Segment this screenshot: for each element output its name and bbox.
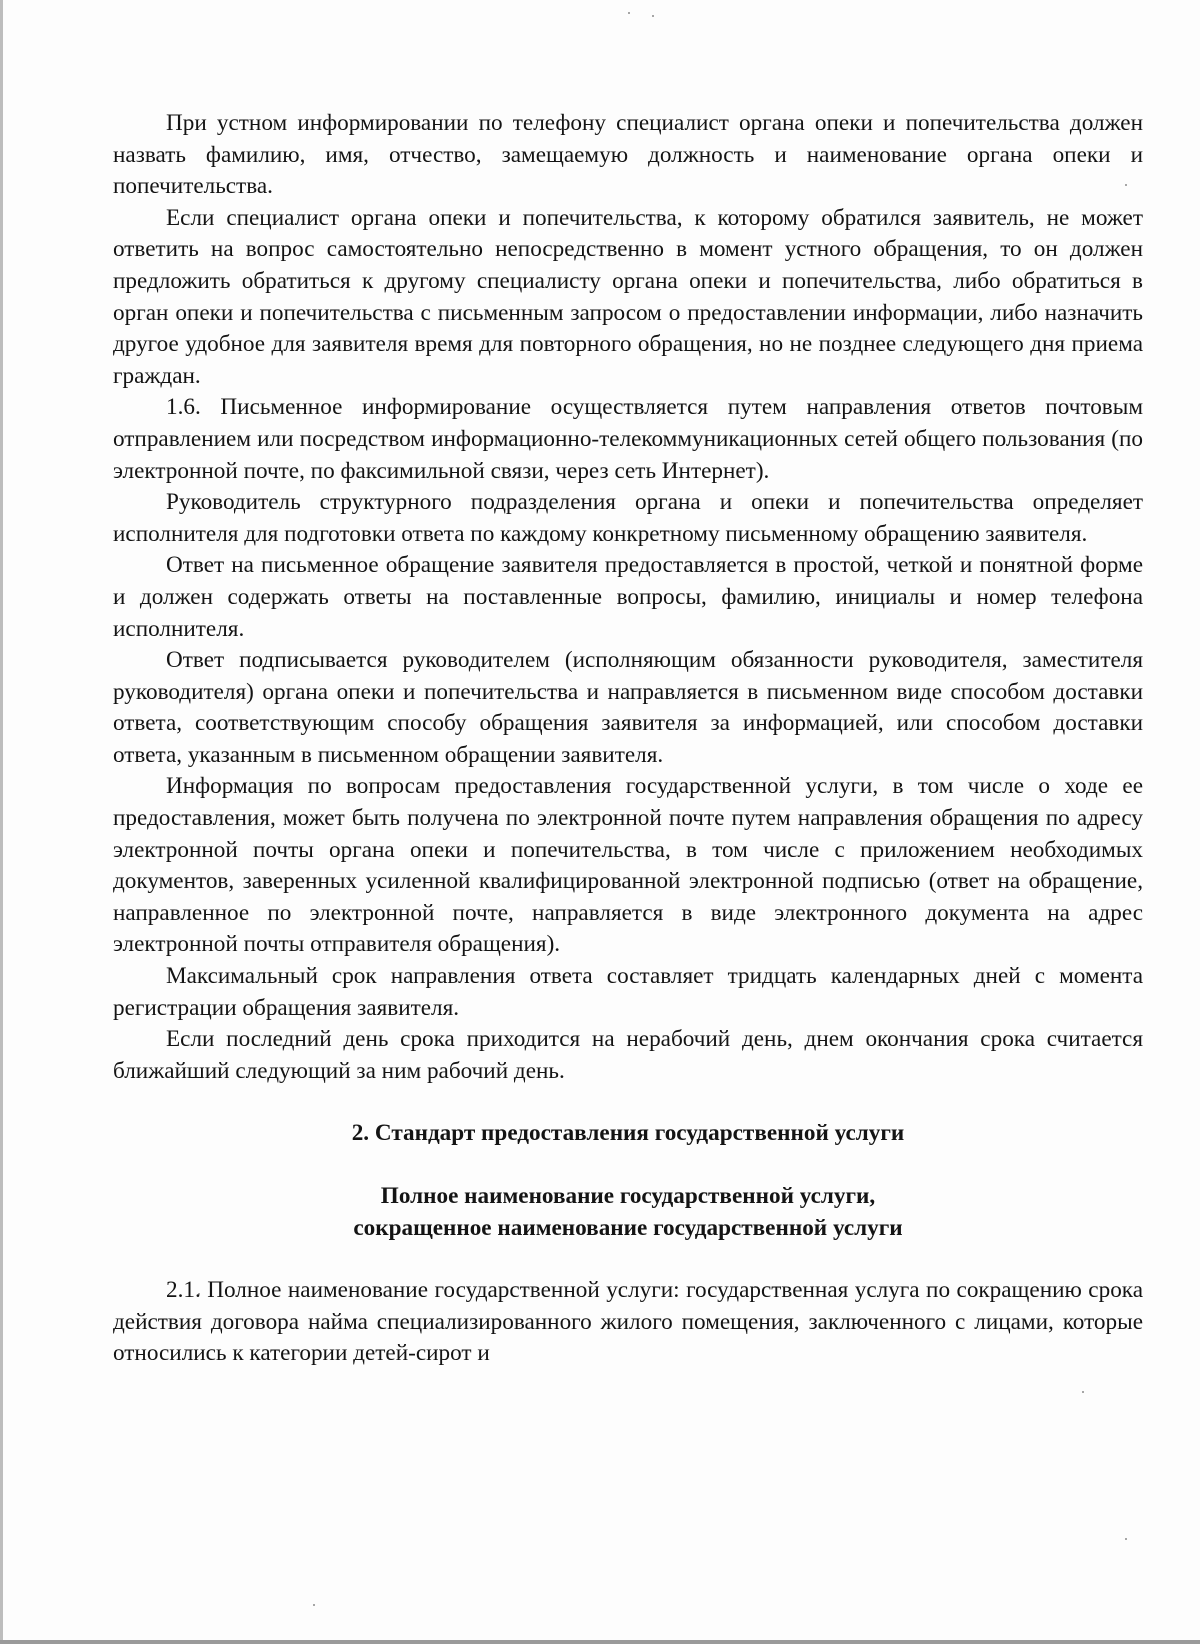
- paragraph-answer-form: Ответ на письменное обращение заявителя предоставляется в простой, четкой и понятной форме и должен содержать ответы на поставленные вопросы, фамилию, инициалы и номер телефона исполнителя.: [113, 552, 1143, 642]
- subsection-title: [113, 1181, 1143, 1244]
- scan-left-edge: [0, 0, 3, 1644]
- paragraph-2-1-full-name: 2.1. Полное наименование государственной услуги: государственная услуга по сокращению срока действия договора найма специализированного жилого помещения, заключенного с лицами, которые относились к категории детей-сирот и: [113, 1277, 1143, 1367]
- paragraph-last-day-rule: Если последний день срока приходится на нерабочий день, днем окончания срока считается ближайший следующий за ним рабочий день.: [113, 1026, 1143, 1084]
- scan-speck: [628, 12, 630, 14]
- paragraph-max-term: Максимальный срок направления ответа составляет тридцать календарных дней с момента регистрации обращения заявителя.: [113, 963, 1143, 1021]
- section-2-title: 2. Стандарт предоставления государственной услуги: [351, 1120, 905, 1147]
- paragraph-1-6-written-info: 1.6. Письменное информирование осуществляется путем направления ответов почтовым отправлением или посредством информационно-телекоммуникационных сетей общего пользования (по электронной почте, по факсимильной связи, через сеть Интернет).: [113, 394, 1143, 484]
- paragraph-answer-signed: Ответ подписывается руководителем (исполняющим обязанности руководителя, заместителя руководителя) органа опеки и попечительства и направляется в письменном виде способом доставки ответа, соответствующим способу обращения заявителя за информацией, или способом доставки ответа, указанным в письменном обращении заявителя.: [113, 647, 1143, 768]
- scan-speck: [1125, 1538, 1127, 1540]
- subsection-title-line-2: сокращенное наименование государственной услуги: [353, 1214, 903, 1241]
- scan-bottom-edge: [0, 1640, 1200, 1644]
- document-body: [113, 108, 1143, 1370]
- paragraph-specialist-cannot-answer: Если специалист органа опеки и попечительства, к которому обратился заявитель, не может ответить на вопрос самостоятельно непосредственно в момент устного обращения, то он должен предложить обратиться к другому специалисту органа опеки и попечительства, либо обратиться в орган опеки и попечительства с письменным запросом о предоставлении информации, либо назначить другое удобное для заявителя время для повторного обращения, но не позднее следующего дня приема граждан.: [113, 204, 1143, 389]
- scan-speck: [652, 15, 654, 17]
- paragraph-head-assigns-executor: Руководитель структурного подразделения органа и опеки и попечительства определяет исполнителя для подготовки ответа по каждому конкретному письменному обращению заявителя.: [113, 489, 1143, 547]
- scan-speck: [1082, 1391, 1084, 1393]
- scan-speck: [313, 1604, 315, 1606]
- paragraph-email-info: Информация по вопросам предоставления государственной услуги, в том числе о ходе ее предоставления, может быть получена по электронной почте путем направления обращения по адресу электронной почты органа опеки и попечительства, в том числе с приложением необходимых документов, заверенных усиленной квалифицированной электронной подписью (ответ на обращение, направленное по электронной почте, направляется в виде электронного документа на адрес электронной почты отправителя обращения).: [113, 773, 1143, 958]
- paragraph-oral-phone-info: При устном информировании по телефону специалист органа опеки и попечительства должен назвать фамилию, имя, отчество, замещаемую должность и наименование органа опеки и попечительства.: [113, 110, 1143, 200]
- subsection-title-line-1: Полное наименование государственной услуги,: [380, 1183, 876, 1209]
